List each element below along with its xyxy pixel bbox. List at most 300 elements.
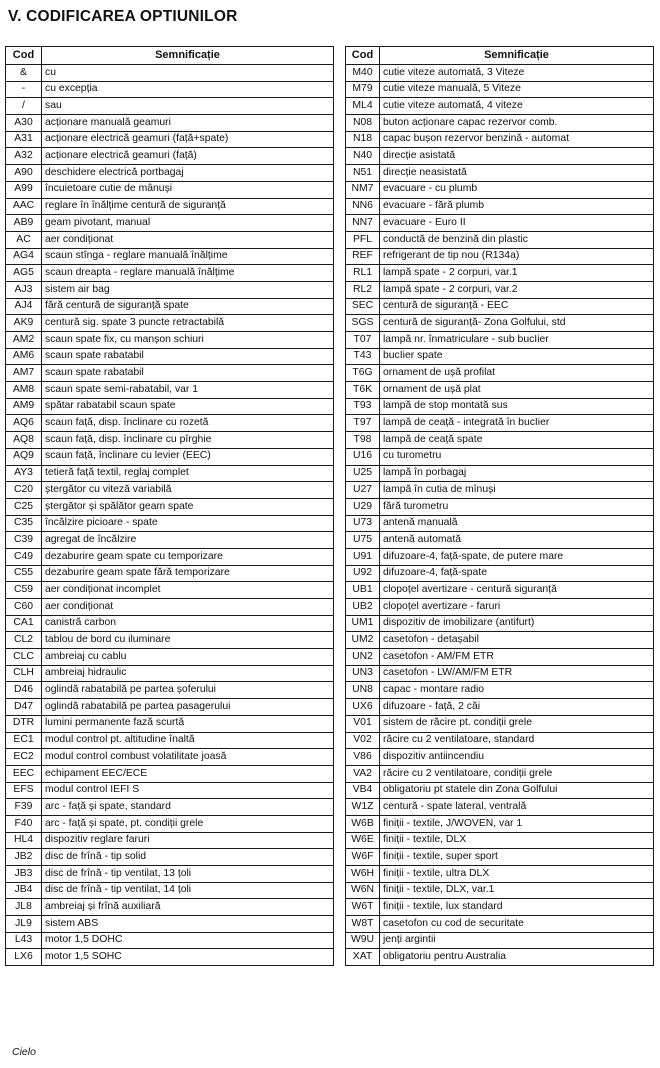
option-meaning: casetofon - AM/FM ETR — [380, 649, 654, 666]
option-code: JL8 — [6, 899, 42, 916]
table-row — [346, 515, 654, 532]
option-code: A90 — [6, 165, 42, 182]
option-code: C25 — [6, 498, 42, 515]
option-code: SEC — [346, 298, 380, 315]
table-row — [6, 515, 334, 532]
table-row — [346, 732, 654, 749]
table-row — [6, 916, 334, 933]
table-row — [346, 765, 654, 782]
table-row — [6, 415, 334, 432]
option-meaning: finiții - textile, ultra DLX — [380, 866, 654, 883]
option-meaning: cutie viteze automată, 4 viteze — [380, 98, 654, 115]
table-row — [6, 649, 334, 666]
table-row — [6, 265, 334, 282]
option-code: V01 — [346, 715, 380, 732]
option-code: A32 — [6, 148, 42, 165]
option-code: AB9 — [6, 215, 42, 232]
table-row — [346, 649, 654, 666]
table-row — [346, 98, 654, 115]
option-meaning: lampă de ceață - integrată în bucIier — [380, 415, 654, 432]
option-meaning: motor 1,5 SOHC — [42, 949, 334, 966]
table-row — [6, 849, 334, 866]
table-row — [346, 65, 654, 82]
table-row — [6, 532, 334, 549]
option-code: NN7 — [346, 215, 380, 232]
option-code: UM2 — [346, 632, 380, 649]
table-row — [6, 198, 334, 215]
option-code: F40 — [6, 815, 42, 832]
option-meaning: finiții - textile, J/WOVEN, var 1 — [380, 815, 654, 832]
option-code: JB4 — [6, 882, 42, 899]
option-code: AJ4 — [6, 298, 42, 315]
option-code: UM1 — [346, 615, 380, 632]
option-code: T6G — [346, 365, 380, 382]
option-meaning: răcire cu 2 ventilatoare, condiții grele — [380, 765, 654, 782]
option-code: T07 — [346, 332, 380, 349]
option-meaning: arc - față și spate, pt. condiții grele — [42, 815, 334, 832]
option-code: W6N — [346, 882, 380, 899]
option-meaning: sau — [42, 98, 334, 115]
option-code: V86 — [346, 749, 380, 766]
option-code: N08 — [346, 115, 380, 132]
option-code: W6T — [346, 899, 380, 916]
option-meaning: obligatoriu pt statele din Zona Golfului — [380, 782, 654, 799]
option-code: C39 — [6, 532, 42, 549]
option-code: AM7 — [6, 365, 42, 382]
table-row — [6, 98, 334, 115]
table-row — [346, 398, 654, 415]
table-row — [346, 482, 654, 499]
table-row — [346, 749, 654, 766]
option-code: D46 — [6, 682, 42, 699]
table-row — [346, 131, 654, 148]
option-meaning: obligatoriu pentru Australia — [380, 949, 654, 966]
option-code: AM6 — [6, 348, 42, 365]
table-row — [346, 916, 654, 933]
option-meaning: scaun față, înclinare cu levier (EEC) — [42, 448, 334, 465]
option-meaning: sistem de răcire pt. condiții grele — [380, 715, 654, 732]
option-code: AM8 — [6, 382, 42, 399]
option-code: REF — [346, 248, 380, 265]
option-code: W6H — [346, 866, 380, 883]
table-row — [6, 832, 334, 849]
right-options-table — [345, 46, 654, 966]
option-code: & — [6, 65, 42, 82]
option-meaning: sistem ABS — [42, 916, 334, 933]
table-row — [346, 415, 654, 432]
option-meaning: cu turometru — [380, 448, 654, 465]
option-meaning: răcire cu 2 ventilatoare, standard — [380, 732, 654, 749]
table-row — [6, 248, 334, 265]
table-row — [346, 465, 654, 482]
option-code: AM9 — [6, 398, 42, 415]
option-code: UN8 — [346, 682, 380, 699]
option-meaning: finiții - textile, lux standard — [380, 899, 654, 916]
option-code: N40 — [346, 148, 380, 165]
option-meaning: tetieră față textil, reglaj complet — [42, 465, 334, 482]
option-code: JB3 — [6, 866, 42, 883]
option-code: A31 — [6, 131, 42, 148]
option-meaning: ștergător și spălător geam spate — [42, 498, 334, 515]
option-code: / — [6, 98, 42, 115]
option-code: C60 — [6, 599, 42, 616]
option-meaning: disc de frînă - tip ventilat, 13 țoli — [42, 866, 334, 883]
option-meaning: aer condiționat incomplet — [42, 582, 334, 599]
option-meaning: disc de frînă - tip ventilat, 14 țoli — [42, 882, 334, 899]
option-meaning: canistră carbon — [42, 615, 334, 632]
table-row — [346, 382, 654, 399]
table-row — [6, 882, 334, 899]
table-row — [6, 482, 334, 499]
option-code: EC2 — [6, 749, 42, 766]
option-meaning: acționare manuală geamuri — [42, 115, 334, 132]
option-meaning: conductă de benzină din plastic — [380, 231, 654, 248]
option-meaning: cutie viteze automată, 3 Viteze — [380, 65, 654, 82]
option-code: UB2 — [346, 599, 380, 616]
option-meaning: direcție asistată — [380, 148, 654, 165]
option-meaning: cu excepția — [42, 81, 334, 98]
option-code: U27 — [346, 482, 380, 499]
table-row — [6, 131, 334, 148]
option-code: U73 — [346, 515, 380, 532]
option-code: L43 — [6, 932, 42, 949]
option-meaning: centură de siguranță - EEC — [380, 298, 654, 315]
table-row — [6, 732, 334, 749]
table-row — [6, 749, 334, 766]
option-meaning: modul control combust volatilitate joasă — [42, 749, 334, 766]
table-row — [346, 565, 654, 582]
table-row — [6, 165, 334, 182]
option-meaning: scaun față, disp. înclinare cu rozetă — [42, 415, 334, 432]
option-code: VB4 — [346, 782, 380, 799]
option-code: W6F — [346, 849, 380, 866]
option-meaning: oglindă rabatabilă pe partea șoferului — [42, 682, 334, 699]
option-meaning: difuzoare - față, 2 căi — [380, 699, 654, 716]
option-meaning: scaun stînga - reglare manuală înălțime — [42, 248, 334, 265]
option-meaning: scaun dreapta - reglare manuală înălțime — [42, 265, 334, 282]
option-code: SGS — [346, 315, 380, 332]
table-row — [346, 582, 654, 599]
table-row — [346, 365, 654, 382]
table-row — [6, 932, 334, 949]
footer-model-name: Cielo — [12, 1046, 36, 1058]
option-meaning: casetofon - LW/AM/FM ETR — [380, 665, 654, 682]
option-meaning: capac - montare radio — [380, 682, 654, 699]
option-meaning: dispozitiv antiincendiu — [380, 749, 654, 766]
option-meaning: finiții - textile, DLX — [380, 832, 654, 849]
option-code: AJ3 — [6, 281, 42, 298]
table-row — [346, 348, 654, 365]
option-code: AQ8 — [6, 432, 42, 449]
table-row — [6, 866, 334, 883]
option-meaning: aer condiționat — [42, 231, 334, 248]
table-row — [346, 332, 654, 349]
option-code: T6K — [346, 382, 380, 399]
option-code: LX6 — [6, 949, 42, 966]
table-row — [346, 448, 654, 465]
option-meaning: refrigerant de tip nou (R134a) — [380, 248, 654, 265]
option-code: U25 — [346, 465, 380, 482]
table-row — [6, 148, 334, 165]
table-row — [346, 632, 654, 649]
table-row — [6, 682, 334, 699]
right-table-body — [346, 65, 654, 966]
option-meaning: cutie viteze manuală, 5 Viteze — [380, 81, 654, 98]
option-code: M40 — [346, 65, 380, 82]
table-row — [6, 315, 334, 332]
option-code: AM2 — [6, 332, 42, 349]
option-code: C49 — [6, 548, 42, 565]
table-row — [6, 498, 334, 515]
option-code: AQ9 — [6, 448, 42, 465]
option-meaning: încălzire picioare - spate — [42, 515, 334, 532]
option-meaning: ambreiaj și frînă auxiliară — [42, 899, 334, 916]
option-meaning: dispozitiv de imobilizare (antifurt) — [380, 615, 654, 632]
table-row — [6, 665, 334, 682]
option-code: T43 — [346, 348, 380, 365]
option-meaning: lampă de stop montată sus — [380, 398, 654, 415]
table-row — [6, 448, 334, 465]
option-meaning: echipament EEC/ECE — [42, 765, 334, 782]
table-row — [346, 782, 654, 799]
table-row — [346, 148, 654, 165]
option-meaning: ornament de ușă plat — [380, 382, 654, 399]
option-code: W6E — [346, 832, 380, 849]
table-header-row — [6, 47, 334, 65]
option-code: AG5 — [6, 265, 42, 282]
option-meaning: acționare electrică geamuri (față+spate) — [42, 131, 334, 148]
code-column-header: Cod — [6, 47, 42, 65]
option-code: CLC — [6, 649, 42, 666]
table-row — [6, 599, 334, 616]
table-row — [346, 231, 654, 248]
option-meaning: sistem air bag — [42, 281, 334, 298]
option-meaning: deschidere electrică portbagaj — [42, 165, 334, 182]
option-code: UN2 — [346, 649, 380, 666]
option-code: F39 — [6, 799, 42, 816]
option-meaning: lampă spate - 2 corpuri, var.1 — [380, 265, 654, 282]
option-meaning: buton acționare capac rezervor comb. — [380, 115, 654, 132]
table-row — [6, 799, 334, 816]
table-row — [346, 532, 654, 549]
table-row — [6, 181, 334, 198]
option-meaning: tablou de bord cu iluminare — [42, 632, 334, 649]
option-code: AC — [6, 231, 42, 248]
option-code: AK9 — [6, 315, 42, 332]
table-row — [346, 799, 654, 816]
table-row — [6, 465, 334, 482]
option-meaning: ornament de ușă profilat — [380, 365, 654, 382]
table-row — [346, 882, 654, 899]
option-meaning: geam pivotant, manual — [42, 215, 334, 232]
option-code: W1Z — [346, 799, 380, 816]
table-row — [346, 599, 654, 616]
table-row — [346, 265, 654, 282]
option-code: UB1 — [346, 582, 380, 599]
table-row — [346, 866, 654, 883]
left-table-body — [6, 65, 334, 966]
option-meaning: lampă nr. înmatriculare - sub bucIier — [380, 332, 654, 349]
option-meaning: casetofon cu cod de securitate — [380, 916, 654, 933]
option-code: W8T — [346, 916, 380, 933]
table-row — [346, 949, 654, 966]
table-row — [6, 382, 334, 399]
table-row — [6, 582, 334, 599]
option-code: EFS — [6, 782, 42, 799]
option-code: U16 — [346, 448, 380, 465]
table-row — [346, 699, 654, 716]
option-meaning: finiții - textile, DLX, var.1 — [380, 882, 654, 899]
option-code: W9U — [346, 932, 380, 949]
option-meaning: fără turometru — [380, 498, 654, 515]
table-row — [346, 815, 654, 832]
table-row — [6, 348, 334, 365]
option-meaning: acționare electrică geamuri (față) — [42, 148, 334, 165]
option-meaning: încuietoare cutie de mânuși — [42, 181, 334, 198]
option-meaning: arc - față și spate, standard — [42, 799, 334, 816]
table-row — [6, 215, 334, 232]
table-row — [6, 632, 334, 649]
table-header-row — [346, 47, 654, 65]
table-row — [346, 181, 654, 198]
option-code: C20 — [6, 482, 42, 499]
option-meaning: direcție neasistată — [380, 165, 654, 182]
option-meaning: centură - spate lateral, ventrală — [380, 799, 654, 816]
table-row — [6, 231, 334, 248]
option-code: JB2 — [6, 849, 42, 866]
option-code: VA2 — [346, 765, 380, 782]
table-row — [346, 248, 654, 265]
option-code: D47 — [6, 699, 42, 716]
table-row — [6, 398, 334, 415]
option-meaning: evacuare - cu plumb — [380, 181, 654, 198]
option-code: C55 — [6, 565, 42, 582]
table-row — [346, 498, 654, 515]
option-code: UX6 — [346, 699, 380, 716]
option-code: UN3 — [346, 665, 380, 682]
option-code: AAC — [6, 198, 42, 215]
option-meaning: ștergător cu viteză variabilă — [42, 482, 334, 499]
option-code: - — [6, 81, 42, 98]
table-row — [6, 298, 334, 315]
option-meaning: lumini permanente fază scurtă — [42, 715, 334, 732]
option-code: JL9 — [6, 916, 42, 933]
table-row — [6, 715, 334, 732]
option-meaning: jenți argintii — [380, 932, 654, 949]
option-code: EEC — [6, 765, 42, 782]
option-code: XAT — [346, 949, 380, 966]
option-meaning: ambreiaj cu cablu — [42, 649, 334, 666]
table-row — [6, 432, 334, 449]
table-row — [346, 832, 654, 849]
table-row — [346, 281, 654, 298]
option-meaning: lampă în cutia de mînuși — [380, 482, 654, 499]
option-meaning: antenă manuală — [380, 515, 654, 532]
option-code: AY3 — [6, 465, 42, 482]
table-row — [346, 198, 654, 215]
code-column-header: Cod — [346, 47, 380, 65]
table-row — [6, 81, 334, 98]
option-meaning: scaun față, disp. înclinare cu pîrghie — [42, 432, 334, 449]
left-options-table — [5, 46, 334, 966]
table-row — [346, 899, 654, 916]
option-meaning: spătar rabatabil scaun spate — [42, 398, 334, 415]
option-meaning: evacuare - fără plumb — [380, 198, 654, 215]
option-meaning: centură de siguranță- Zona Golfului, std — [380, 315, 654, 332]
option-code: V02 — [346, 732, 380, 749]
option-code: ML4 — [346, 98, 380, 115]
option-code: RL1 — [346, 265, 380, 282]
option-code: AQ6 — [6, 415, 42, 432]
option-code: T98 — [346, 432, 380, 449]
option-code: T97 — [346, 415, 380, 432]
table-row — [346, 432, 654, 449]
table-row — [6, 815, 334, 832]
option-meaning: evacuare - Euro II — [380, 215, 654, 232]
table-row — [6, 65, 334, 82]
option-code: A30 — [6, 115, 42, 132]
table-row — [6, 281, 334, 298]
option-code: NN6 — [346, 198, 380, 215]
meaning-column-header: Semnificație — [42, 47, 334, 65]
option-meaning: disc de frînă - tip solid — [42, 849, 334, 866]
option-meaning: capac bușon rezervor benzină - automat — [380, 131, 654, 148]
option-code: CL2 — [6, 632, 42, 649]
option-code: N51 — [346, 165, 380, 182]
option-code: DTR — [6, 715, 42, 732]
table-row — [346, 715, 654, 732]
option-code: M79 — [346, 81, 380, 98]
table-row — [346, 932, 654, 949]
option-code: U91 — [346, 548, 380, 565]
option-code: AG4 — [6, 248, 42, 265]
option-meaning: lampă de ceață spate — [380, 432, 654, 449]
option-meaning: dispozitiv reglare faruri — [42, 832, 334, 849]
option-meaning: clopoțel avertizare - faruri — [380, 599, 654, 616]
option-meaning: cu — [42, 65, 334, 82]
option-code: U92 — [346, 565, 380, 582]
option-code: CA1 — [6, 615, 42, 632]
option-meaning: oglindă rabatabilă pe partea pasagerului — [42, 699, 334, 716]
table-row — [346, 548, 654, 565]
meaning-column-header: Semnificație — [380, 47, 654, 65]
table-row — [6, 782, 334, 799]
option-code: PFL — [346, 231, 380, 248]
option-meaning: lampă spate - 2 corpuri, var.2 — [380, 281, 654, 298]
option-meaning: difuzoare-4, față-spate — [380, 565, 654, 582]
option-meaning: scaun spate fix, cu manșon schiuri — [42, 332, 334, 349]
option-code: T93 — [346, 398, 380, 415]
table-row — [6, 949, 334, 966]
table-row — [346, 165, 654, 182]
option-meaning: antenă automată — [380, 532, 654, 549]
table-row — [346, 849, 654, 866]
option-meaning: agregat de încălzire — [42, 532, 334, 549]
table-row — [6, 565, 334, 582]
table-row — [6, 699, 334, 716]
option-code: EC1 — [6, 732, 42, 749]
table-row — [346, 215, 654, 232]
option-code: N18 — [346, 131, 380, 148]
table-row — [6, 365, 334, 382]
option-meaning: scaun spate semi-rabatabil, var 1 — [42, 382, 334, 399]
option-meaning: fără centură de siguranță spate — [42, 298, 334, 315]
option-code: HL4 — [6, 832, 42, 849]
option-code: RL2 — [346, 281, 380, 298]
option-meaning: scaun spate rabatabil — [42, 365, 334, 382]
option-code: A99 — [6, 181, 42, 198]
option-meaning: finiții - textile, super sport — [380, 849, 654, 866]
